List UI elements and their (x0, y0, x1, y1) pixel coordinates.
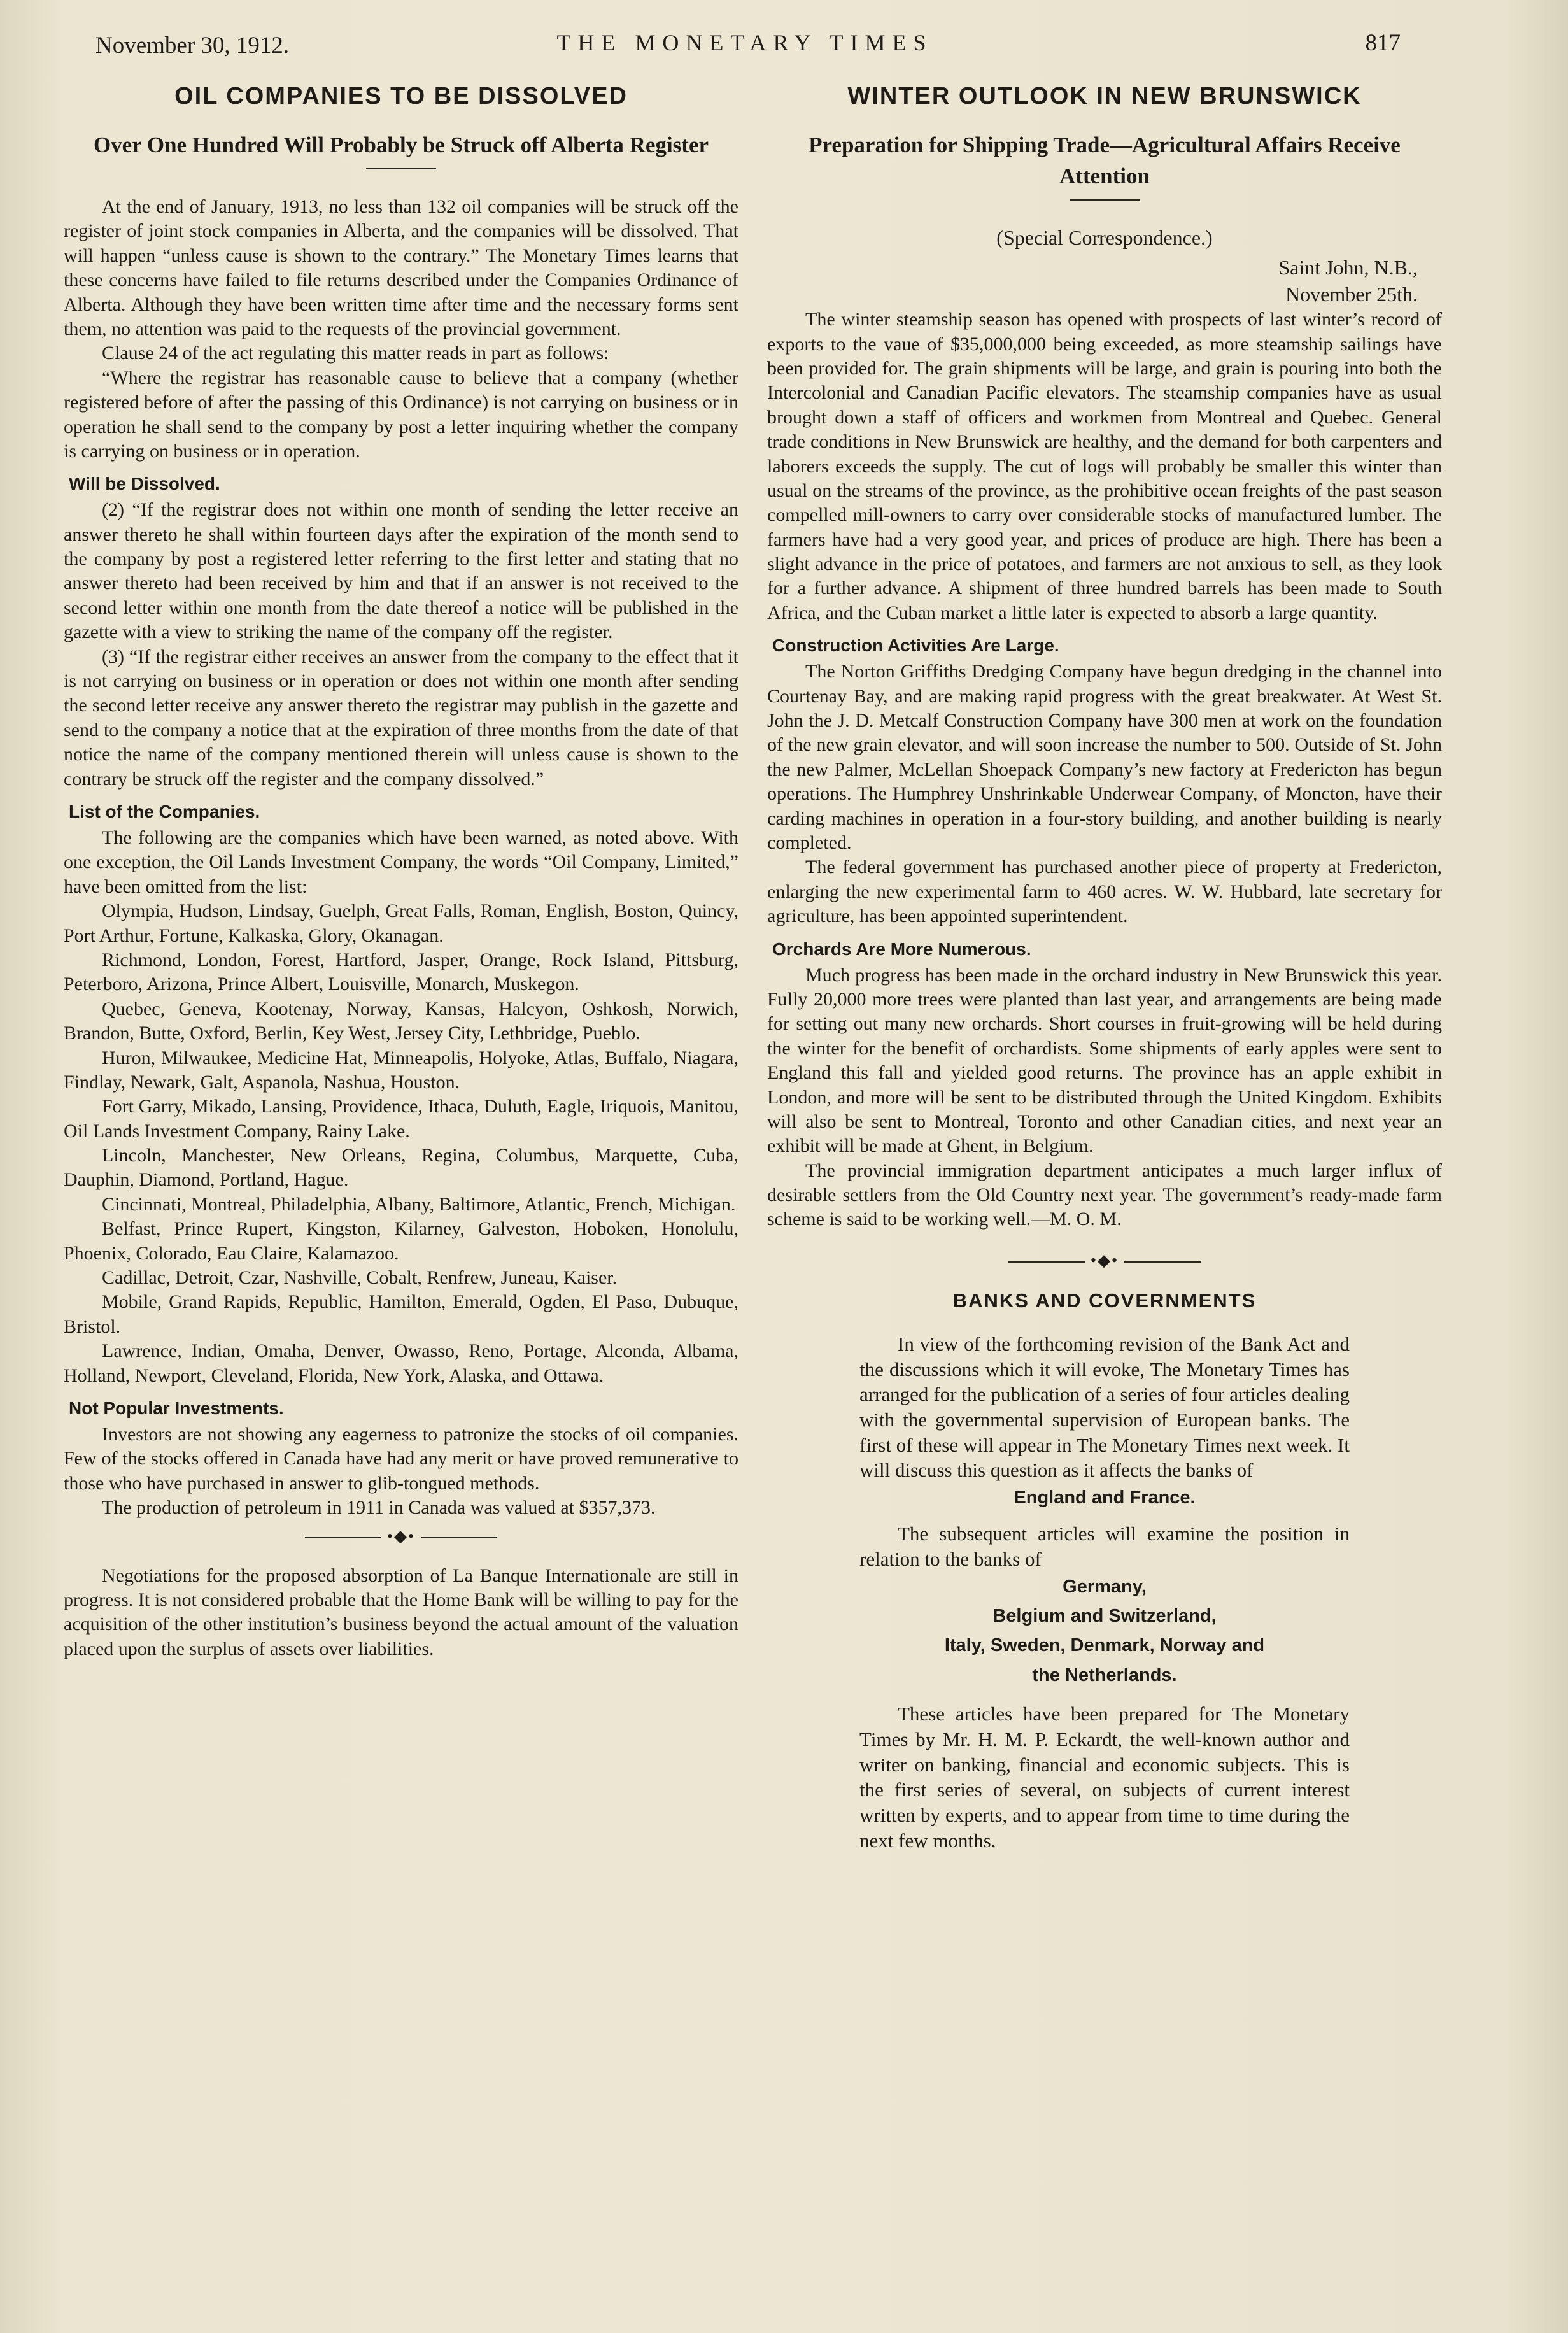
list-item: Belfast, Prince Rupert, Kingston, Kilarney, Galveston, Hoboken, Honolulu, Phoenix, Colorado, Eau Claire, Kalamazoo. (64, 1218, 738, 1264)
paragraph: At the end of January, 1913, no less than 132 oil companies will be struck off the register of joint stock companies in Alberta, and the companies will be dissolved. That will happen “unless cause is shown to the contrary.” The Monetary Times learns that these concerns have failed to file returns described under the Companies Ordinance of Alberta. Although they have been written time after time and the necessary forms sent them, no attention was paid to the requests of the provincial government. (64, 196, 738, 339)
paragraph: The production of petroleum in 1911 in Canada was valued at $357,373. (102, 1497, 656, 1519)
paragraph: The subsequent articles will examine the position in relation to the banks of (859, 1522, 1350, 1570)
paragraph: (2) “If the registrar does not within one month of sending the letter receive an answer thereto he shall within fourteen days after the expiration of the month send to the company by post a registered letter referring to the first letter and stating that no answer thereto had been received by him and that if an answer is not received to the second letter within one month from the date thereof a notice will be published in the gazette with a view to striking the name of the company off the register. (64, 499, 738, 643)
sidehead-orchards: Orchards Are More Numerous. (772, 939, 1031, 959)
ornament-icon: •◆• (1090, 1251, 1119, 1270)
paragraph: “Where the registrar has reasonable cause to believe that a company (whether registered before of after the passing of this Ordinance) is not carrying on business or in operation he shall send to the company by post a letter inquiring whether the company is carrying on business or in operation. (64, 367, 738, 462)
paragraph: The Norton Griffiths Dredging Company have begun dredging in the channel into Courtenay Bay, and are making rapid progress with the great breakwater. At West St. John the J. D. Metcalf Construction Company have 300 men at work on the foundation of the new grain elevator, and will soon increase the number to 500. Outside of St. John the new Palmer, McLellan Shoepack Company’s new factory at Fredericton has begun operations. The Humphrey Unshrinkable Underwear Company, of Moncton, have their carding machines in operation in a four-story building, and another building is nearly completed. (767, 661, 1442, 853)
country-line: the Netherlands. (1032, 1664, 1177, 1685)
page-number: 817 (1365, 30, 1401, 56)
paragraph: The provincial immigration department anticipates a much larger influx of desirable settlers from the Old Country next year. The government’s ready-made farm scheme is said to be working well.—M. O. M. (767, 1159, 1442, 1230)
country-line: Belgium and Switzerland, (992, 1606, 1217, 1627)
list-item: Lawrence, Indian, Omaha, Denver, Owasso, Reno, Portage, Alconda, Albama, Holland, Newport, Cleveland, Florida, New York, Alaska, and Ottawa. (64, 1340, 738, 1386)
paragraph: Negotiations for the proposed absorption of La Banque Internationale are still in progress. It is not considered probable that the Home Bank will be willing to pay for the acquisition of the other institution’s business beyond the actual amount of the valuation placed upon the surplus of assets over liabilities. (64, 1564, 738, 1659)
sidehead-construction: Construction Activities Are Large. (772, 635, 1059, 656)
list-item: Quebec, Geneva, Kootenay, Norway, Kansas, Halcyon, Oshkosh, Norwich, Brandon, Butte, Oxford, Berlin, Key West, Jersey City, Lethbridge, Pueblo. (64, 998, 738, 1044)
list-item: Richmond, London, Forest, Hartford, Jasper, Orange, Rock Island, Pittsburg, Peterboro, Arizona, Prince Albert, Louisville, Monarch, Muskegon. (64, 949, 738, 995)
list-item: Cincinnati, Montreal, Philadelphia, Albany, Baltimore, Atlantic, French, Michigan. (102, 1193, 736, 1215)
paragraph: The winter steamship season has opened with prospects of last winter’s record of exports to the vaue of $35,000,000 being exceeded, as more steamship sailings have been provided for. The grain shipments will be large, and grain is pouring into both the Intercolonial and Canadian Pacific elevators. The steamship companies have as usual brought down a staff of officers and workmen from Montreal and Quebec. General trade conditions in New Brunswick are healthy, and the demand for both carpenters and laborers exceeds the supply. The cut of logs will probably be smaller this winter than usual on the streams of the province, as the prohibitive ocean freights of the past season compelled mill-owners to carry over considerable stocks of manufactured lumber. The farmers have had a very good year, and prices of produce are high. There has been a slight advance in the price of potatoes, and farmers are not anxious to sell, as they look for a further advance. A shipment of three hundred barrels has been made to South Africa, and the Cuban market a little later is expected to absorb a large quantity. (767, 309, 1442, 623)
article-headline-winter: WINTER OUTLOOK IN NEW BRUNSWICK (847, 83, 1362, 110)
announcement-headline: BANKS AND COVERNMENTS (952, 1289, 1257, 1312)
sidehead-popular: Not Popular Investments. (69, 1398, 284, 1418)
paragraph: In view of the forthcoming revision of the Bank Act and the discussions which it will evoke, The Monetary Times has arranged for the publication of a series of four articles dealing with the governmental supervision of European banks. The first of these will appear in The Monetary Times next week. It will discuss this question as it affects the banks of (859, 1332, 1350, 1482)
article-subhead-oil: Over One Hundred Will Probably be Struck off Alberta Register (93, 132, 709, 157)
country-line: Italy, Sweden, Denmark, Norway and (944, 1635, 1265, 1656)
paragraph: The following are the companies which have been warned, as noted above. With one exception, the Oil Lands Investment Company, the words “Oil Company, Limited,” have been omitted from the list: (64, 826, 738, 897)
paragraph: Investors are not showing any eagerness to patronize the stocks of oil companies. Few of the stocks offered in Canada have had any merit or have proved remunerative to those who have purchased in answer to glib-tongued methods. (64, 1423, 738, 1494)
paragraph: (3) “If the registrar either receives an answer from the company to the effect that it is not carrying on business or in operation or does not within one month after sending the second letter receive any answer thereto the registrar may publish in the gazette and send to the company a notice that at the expiration of three months from the date of that notice the name of the company mentioned therein will unless cause is shown to the contrary be struck off the register and the company dissolved.” (64, 646, 738, 790)
right-column (767, 76, 1442, 1853)
list-item: Olympia, Hudson, Lindsay, Guelph, Great Falls, Roman, English, Boston, Quincy, Port Arthur, Fortune, Kalkaska, Glory, Okanagan. (64, 900, 738, 946)
ornament-divider (64, 1527, 738, 1546)
paragraph: Much progress has been made in the orchard industry in New Brunswick this year. Fully 20,000 more trees were planted than last year, and arrangements are being made for setting out many new orchards. Short courses in fruit-growing will be held during the winter for the benefit of orchardists. Some shipments of early apples were sent to England this fall and yielded good returns. The province has an apple exhibit in London, and more will be sent to be distributed through the United Kingdom. Exhibits will also be sent to Montreal, Toronto and other Canadian cities, and next year an exhibit will be made at Ghent, in Belgium. (767, 964, 1442, 1157)
list-item: Huron, Milwaukee, Medicine Hat, Minneapolis, Holyoke, Atlas, Buffalo, Niagara, Findlay, Newark, Galt, Aspanola, Nashua, Houston. (64, 1047, 738, 1093)
dateline-date: November 25th. (1285, 282, 1418, 306)
article-headline-oil: OIL COMPANIES TO BE DISSOLVED (174, 83, 628, 110)
divider (1070, 199, 1140, 201)
first-countries: England and France. (1014, 1487, 1196, 1508)
issue-date: November 30, 1912. (95, 32, 290, 59)
list-item: Mobile, Grand Rapids, Republic, Hamilton, Emerald, Ogden, El Paso, Dubuque, Bristol. (64, 1291, 738, 1337)
company-list (64, 899, 738, 1388)
special-correspondence: (Special Correspondence.) (996, 226, 1213, 249)
masthead: THE MONETARY TIMES (556, 30, 933, 55)
list-item: Fort Garry, Mikado, Lansing, Providence, Ithaca, Duluth, Eagle, Iriquois, Manitou, Oil Lands Investment Company, Rainy Lake. (64, 1096, 738, 1142)
running-head (89, 25, 1401, 70)
ornament-icon: •◆• (386, 1526, 416, 1545)
left-column (64, 76, 738, 1661)
paragraph: Clause 24 of the act regulating this matter reads in part as follows: (102, 343, 609, 364)
article-subhead-winter: Preparation for Shipping Trade—Agricultural Affairs Receive Attention (809, 132, 1401, 188)
list-item: Lincoln, Manchester, New Orleans, Regina, Columbus, Marquette, Cuba, Dauphin, Diamond, Portland, Hague. (64, 1145, 738, 1191)
sidehead-dissolved: Will be Dissolved. (69, 474, 220, 494)
country-line: Germany, (1063, 1576, 1147, 1597)
divider (366, 168, 436, 169)
sidehead-list: List of the Companies. (69, 801, 260, 821)
ornament-divider (767, 1251, 1442, 1270)
paragraph: The federal government has purchased another piece of property at Fredericton, enlarging the new experimental farm to 460 acres. W. W. Hubbard, late secretary for agriculture, has been appointed superintendent. (767, 856, 1442, 927)
list-item: Cadillac, Detroit, Czar, Nashville, Cobalt, Renfrew, Juneau, Kaiser. (102, 1267, 618, 1289)
banks-announcement (859, 1289, 1350, 1853)
paragraph: These articles have been prepared for The Monetary Times by Mr. H. M. P. Eckardt, the well-known author and writer on banking, financial and economic subjects. This is the first series of several, on subjects of current interest written by experts, and to appear from time to time during the next few months. (859, 1703, 1350, 1852)
dateline-place: Saint John, N.B., (1278, 256, 1418, 279)
